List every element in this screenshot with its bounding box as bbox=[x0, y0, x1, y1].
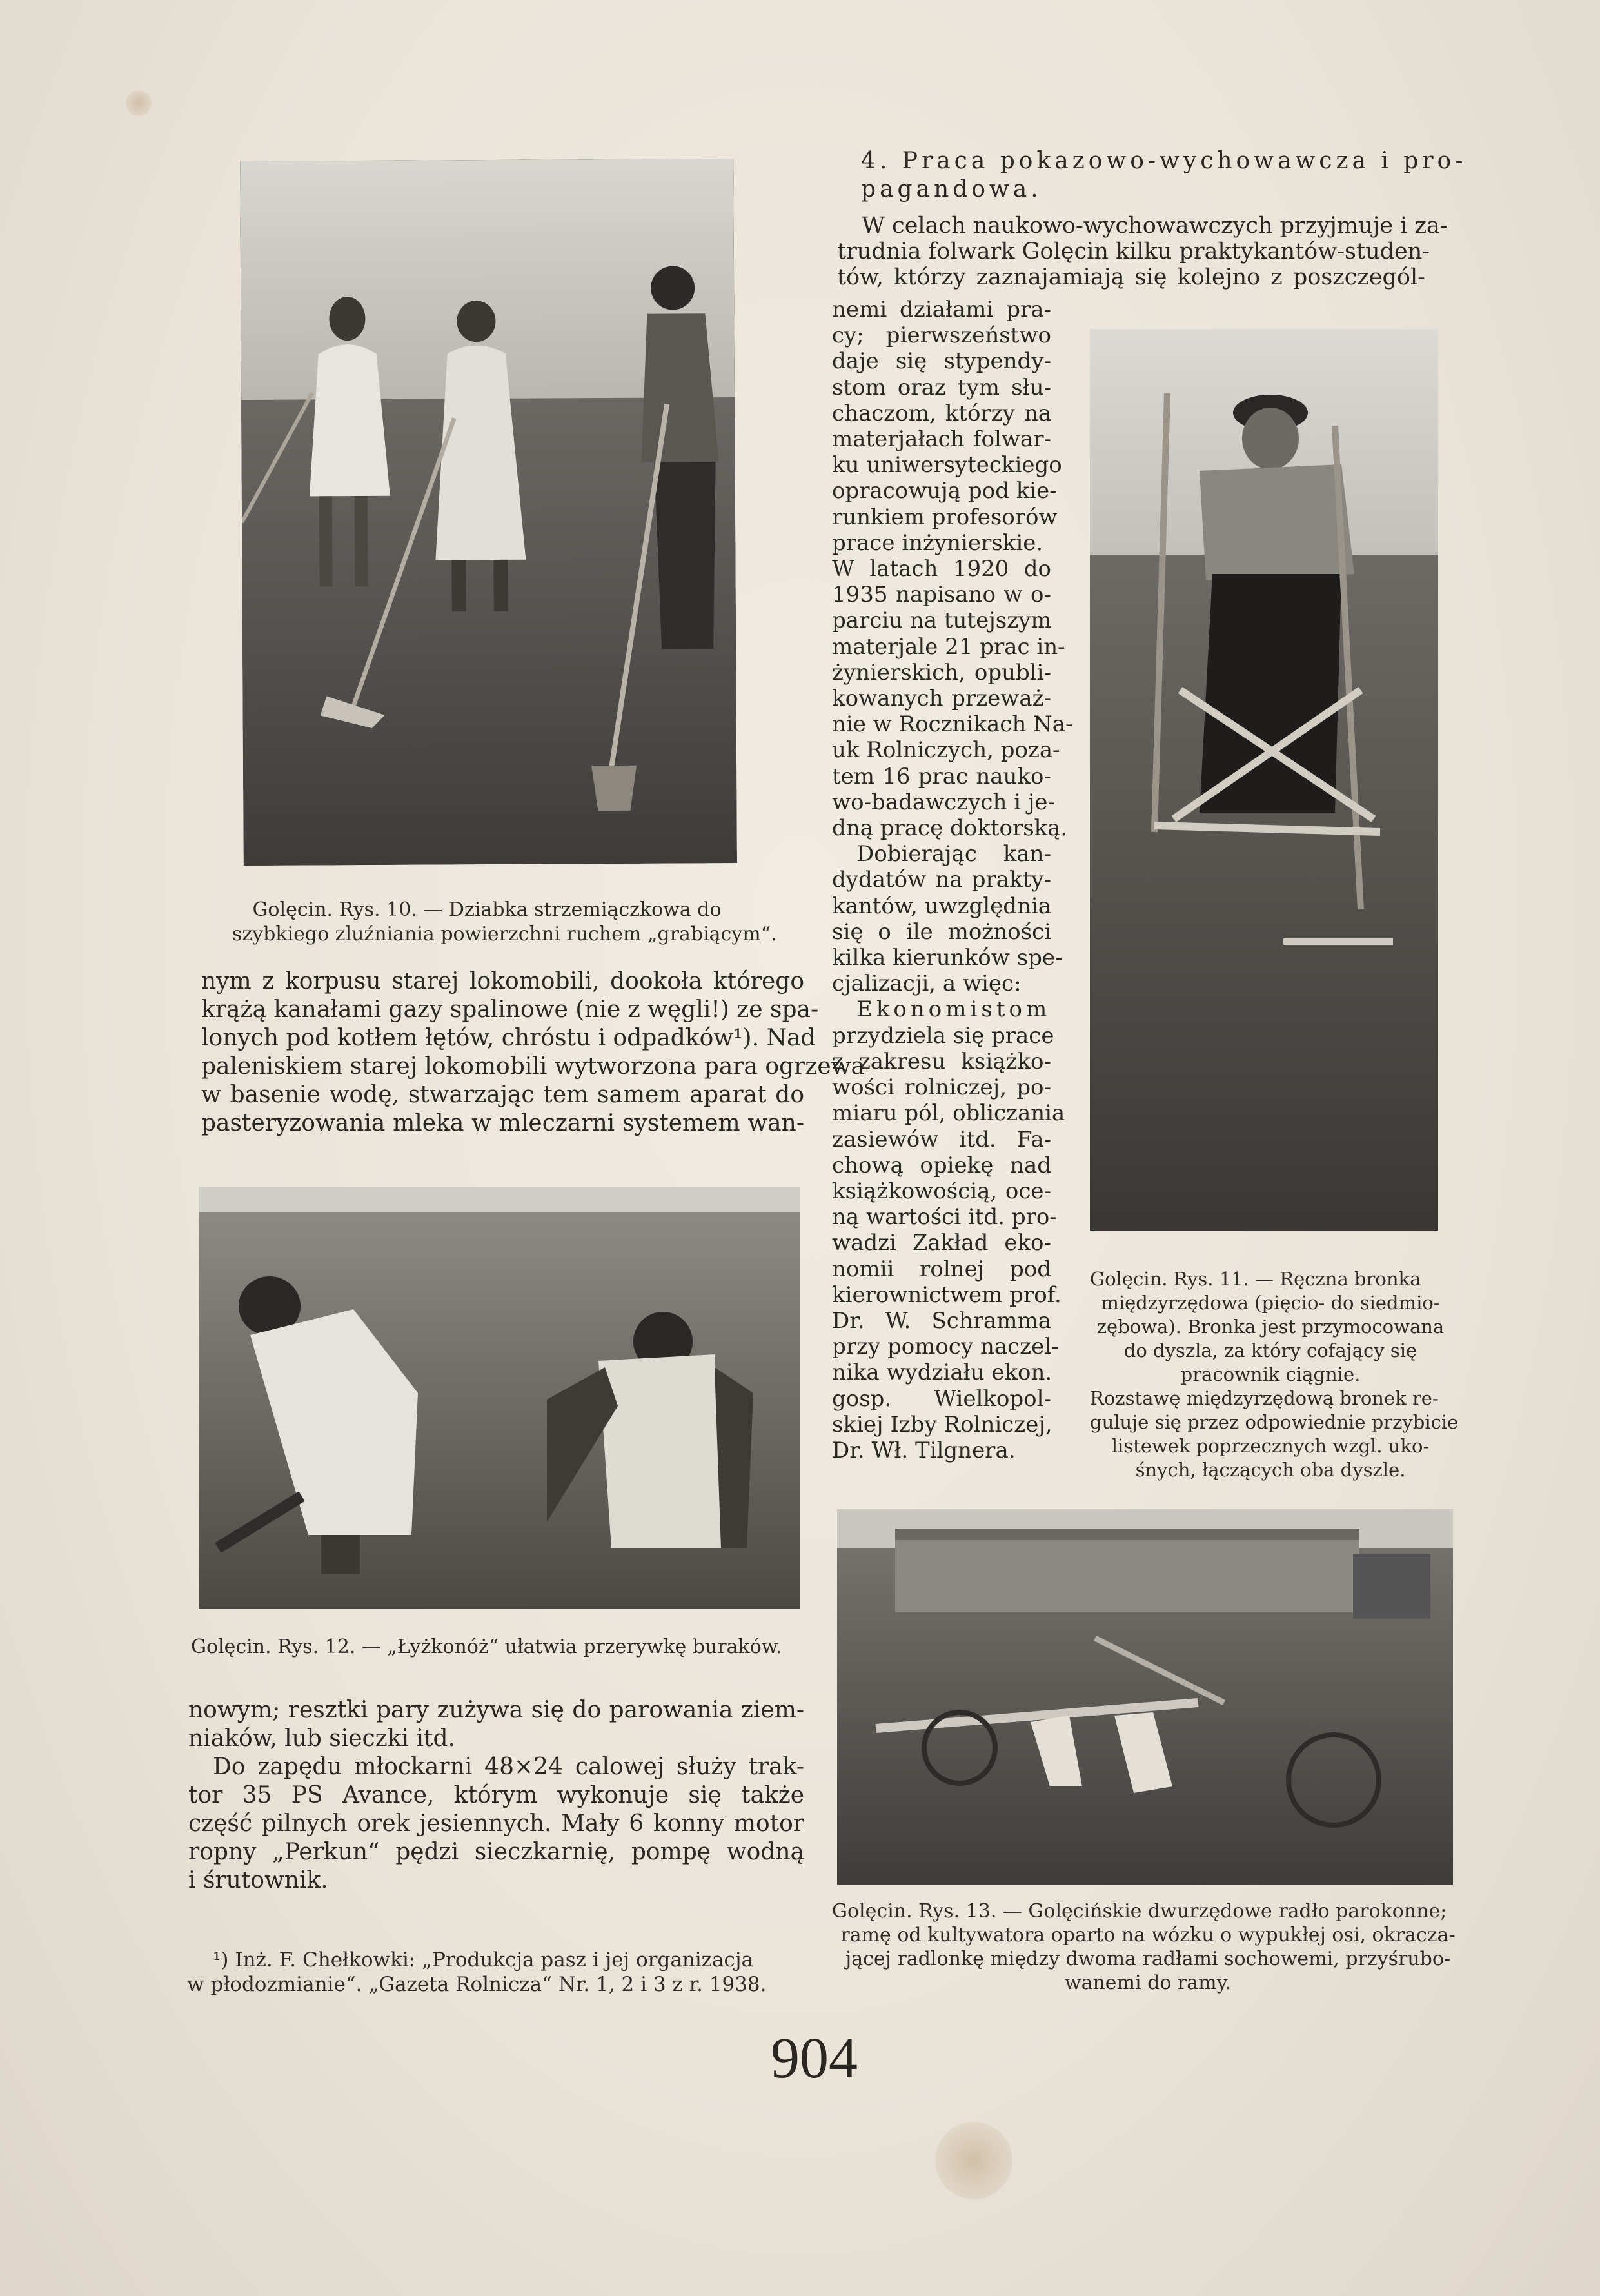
text-line: Dobierając kan- bbox=[856, 841, 1051, 867]
section-heading bbox=[861, 147, 1467, 204]
text-line: nowym; resztki pary zużywa się do parowania ziem- bbox=[188, 1697, 804, 1723]
heading-line: 4. Praca pokazowo-wychowawcza i pro- bbox=[861, 148, 1467, 174]
text-line: Do zapędu młockarni 48×24 calowej służy trak- bbox=[213, 1754, 804, 1780]
text-line: się o ile możności bbox=[832, 918, 1051, 945]
text-line: dydatów na prakty- bbox=[832, 867, 1051, 893]
text-line: ropny „Perkun“ pędzi sieczkarnię, pompę wodną bbox=[188, 1839, 804, 1865]
text-line: chową opiekę nad bbox=[832, 1152, 1051, 1178]
caption-fig13 bbox=[832, 1899, 1464, 1995]
photo-fig13-two-row-ridger bbox=[837, 1509, 1453, 1885]
paragraph-intro bbox=[837, 213, 1448, 290]
text-line: część pilnych orek jesiennych. Mały 6 konny motor bbox=[188, 1810, 804, 1837]
page-stain bbox=[126, 90, 152, 116]
text-line: paleniskiem starej lokomobili wytworzona para ogrzewa bbox=[201, 1053, 865, 1080]
text-line: trudnia folwark Golęcin kilku praktykantów-studen- bbox=[837, 239, 1430, 264]
text-line: nym z korpusu starej lokomobili, dookoła którego bbox=[201, 968, 804, 995]
text-line: kowanych przeważ- bbox=[832, 686, 1051, 712]
caption-line: guluje się przez odpowiednie przybicie bbox=[1090, 1411, 1459, 1433]
caption-line: listewek poprzecznych wzgl. uko- bbox=[1111, 1435, 1430, 1457]
text-line: dną pracę doktorską. bbox=[832, 815, 1068, 842]
caption-line: zębowa). Bronka jest przymocowana bbox=[1096, 1316, 1445, 1338]
caption-line: Golęcin. Rys. 13. — Golęcińskie dwurzędowe radło parokonne; bbox=[832, 1900, 1447, 1923]
caption-fig12 bbox=[191, 1635, 804, 1659]
caption-line: pracownik ciągnie. bbox=[1180, 1363, 1361, 1385]
paragraph-narrow-column bbox=[832, 297, 1073, 1463]
caption-line: do dyszla, za który cofający się bbox=[1123, 1340, 1417, 1361]
text-line: stom oraz tym słu- bbox=[832, 374, 1051, 401]
photo-fig10-workers-raking bbox=[240, 159, 737, 866]
text-line: ku uniwersyteckiego bbox=[832, 452, 1062, 479]
caption-line: śnych, łączących oba dyszle. bbox=[1135, 1459, 1406, 1481]
text-line: w basenie wodę, stwarzając tem samem aparat do bbox=[201, 1082, 804, 1108]
text-line: materjale 21 prac in- bbox=[832, 633, 1065, 660]
caption-line: międzyrzędowa (pięcio- do siedmio- bbox=[1101, 1292, 1440, 1314]
text-line: 1935 napisano w o- bbox=[832, 582, 1051, 608]
text-line: nomii rolnej pod bbox=[832, 1256, 1051, 1282]
heading-line: pagandowa. bbox=[861, 176, 1042, 203]
text-line: materjałach folwar- bbox=[832, 426, 1051, 453]
text-line: tem 16 prac nauko- bbox=[832, 763, 1051, 789]
caption-line: ramę od kultywatora oparto na wózku o wypukłej osi, okracza- bbox=[840, 1924, 1456, 1946]
text-line: kierownictwem prof. bbox=[832, 1282, 1062, 1308]
text-line: ną wartości itd. pro- bbox=[832, 1204, 1057, 1231]
text-line: krążą kanałami gazy spalinowe (nie z węgli!) ze spa- bbox=[201, 996, 819, 1023]
text-line: wości rolniczej, po- bbox=[832, 1074, 1051, 1101]
caption-line: jącej radlonkę między dwoma radłami sochowemi, przyśrubo- bbox=[845, 1948, 1451, 1970]
caption-line: Rozstawę międzyrzędową bronek re- bbox=[1090, 1387, 1439, 1409]
text-line: skiej Izby Rolniczej, bbox=[832, 1411, 1052, 1438]
footnote-line: w płodozmianie“. „Gazeta Rolnicza“ Nr. 1, 2 i 3 z r. 1938. bbox=[187, 1973, 767, 1996]
text-line: kantów, uwzględnia bbox=[832, 893, 1052, 919]
text-line: i śrutownik. bbox=[188, 1867, 328, 1894]
text-line: Dr. Wł. Tilgnera. bbox=[832, 1437, 1016, 1463]
text-line: daje się stypendy- bbox=[832, 348, 1051, 375]
text-line: cjalizacji, a więc: bbox=[832, 971, 1022, 997]
text-line: żynierskich, opubli- bbox=[832, 659, 1051, 686]
text-line: nika wydziału ekon. bbox=[832, 1360, 1052, 1386]
text-line: cy; pierwszeństwo bbox=[832, 322, 1051, 349]
text-line: miaru pól, obliczania bbox=[832, 1100, 1065, 1127]
text-line: W celach naukowo-wychowawczych przyjmuje i za- bbox=[862, 213, 1448, 239]
text-line: lonych pod kotłem łętów, chróstu i odpadków¹). Nad bbox=[201, 1025, 816, 1051]
caption-line: Golęcin. Rys. 11. — Ręczna bronka bbox=[1090, 1268, 1421, 1290]
text-line: wadzi Zakład eko- bbox=[832, 1230, 1051, 1256]
photo-fig11-hand-harrow bbox=[1090, 329, 1438, 1231]
text-line: książkowością, oce- bbox=[832, 1178, 1051, 1204]
text-line: Dr. W. Schramma bbox=[832, 1307, 1051, 1334]
text-line: kilka kierunków spe- bbox=[832, 945, 1063, 971]
text-line: przydziela się prace bbox=[832, 1022, 1054, 1049]
text-line: zasiewów itd. Fa- bbox=[832, 1126, 1051, 1153]
text-line: wo-badawczych i je- bbox=[832, 789, 1055, 815]
paragraph-machinery bbox=[188, 1696, 804, 1895]
text-line: z zakresu książko- bbox=[832, 1048, 1051, 1074]
text-line: pasteryzowania mleka w mleczarni systemem wan- bbox=[201, 1110, 804, 1136]
paragraph-lokomobile bbox=[201, 967, 865, 1138]
text-line: runkiem profesorów bbox=[832, 504, 1058, 530]
text-line: niaków, lub sieczki itd. bbox=[188, 1725, 455, 1752]
text-line: uk Rolniczych, poza- bbox=[832, 737, 1060, 764]
text-line: tów, którzy zaznajamiają się kolejno z poszczegól- bbox=[837, 264, 1425, 290]
text-line: W latach 1920 do bbox=[832, 556, 1051, 582]
text-line: chaczom, którzy na bbox=[832, 400, 1051, 426]
caption-line: szybkiego zluźniania powierzchni ruchem „grabiącym“. bbox=[232, 923, 777, 945]
text-line: nemi działami pra- bbox=[832, 297, 1051, 322]
caption-line: Golęcin. Rys. 12. — „Łyżkonóż“ ułatwia przerywkę buraków. bbox=[191, 1636, 782, 1658]
text-line: opracowują pod kie- bbox=[832, 478, 1057, 504]
caption-line: wanemi do ramy. bbox=[1064, 1972, 1232, 1994]
caption-fig10 bbox=[232, 898, 777, 947]
photo-fig12-women-thinning-beets bbox=[199, 1187, 800, 1609]
text-line: tor 35 PS Avance, którym wykonuje się także bbox=[188, 1782, 804, 1808]
text-line: przy pomocy naczel- bbox=[832, 1334, 1059, 1360]
text-line: parciu na tutejszym bbox=[832, 608, 1052, 634]
text-line: nie w Rocznikach Na- bbox=[832, 711, 1073, 738]
text-line: gosp. Wielkopol- bbox=[832, 1385, 1051, 1412]
caption-fig11 bbox=[1090, 1267, 1459, 1482]
page-number: 904 bbox=[771, 2026, 858, 2090]
text-line: prace inżynierskie. bbox=[832, 529, 1043, 556]
footnote-line: ¹) Inż. F. Chełkowki: „Produkcja pasz i jej organizacja bbox=[213, 1948, 753, 1972]
footnote bbox=[187, 1948, 806, 1997]
caption-line: Golęcin. Rys. 10. — Dziabka strzemiączkowa do bbox=[252, 898, 722, 921]
page-stain bbox=[935, 2122, 1012, 2199]
text-line: Ekonomistom bbox=[856, 996, 1051, 1023]
